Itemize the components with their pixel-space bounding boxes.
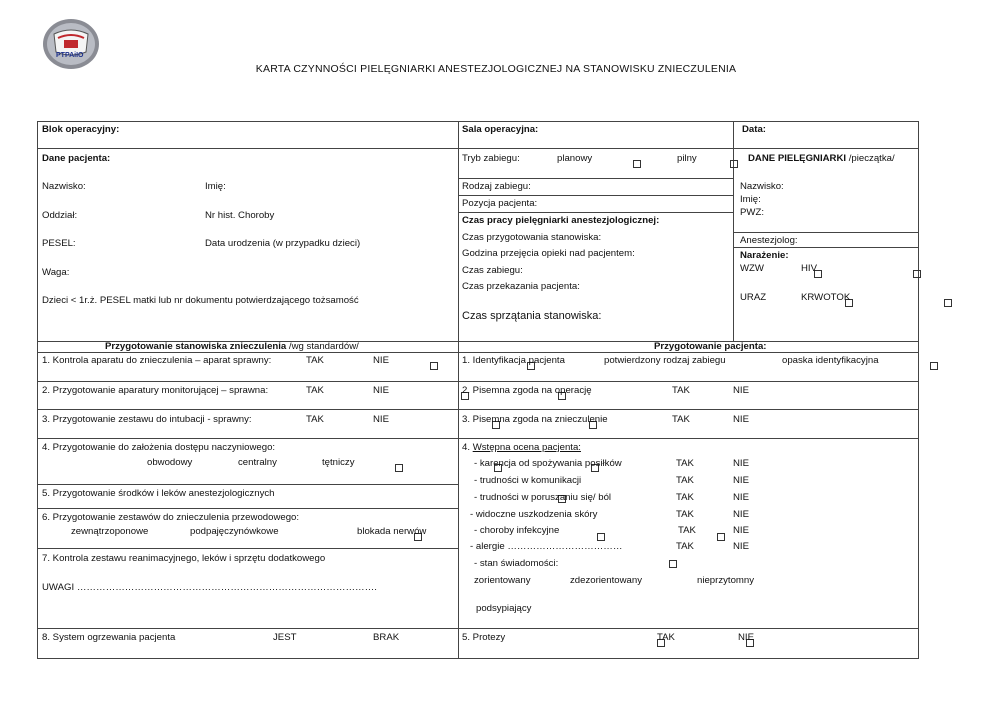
nurse-heading: DANE PIELĘGNIARKI /pieczątka/ (748, 153, 895, 164)
imie-label: Imię: (205, 181, 226, 192)
brak-label: BRAK (373, 632, 400, 643)
rodzaj-label: Rodzaj zabiegu: (462, 181, 531, 192)
tak-label: TAK (672, 385, 690, 396)
swiadomosc-label: - stan świadomości: (474, 558, 559, 569)
podsypiajacy-label: podsypiający (476, 603, 532, 614)
zdezorientowany-label: zdezorientowany (570, 575, 642, 586)
tak-label: TAK (676, 475, 694, 486)
potwierdzony-label: potwierdzony rodzaj zabiegu (604, 355, 726, 366)
jest-label: JEST (273, 632, 297, 643)
right-item-3: 3. Pisemna zgoda na znieczulenie (462, 414, 608, 425)
krwotok-label: KRWOTOK (801, 292, 851, 303)
left-item-7: 7. Kontrola zestawu reanimacyjnego, leków i sprzętu dodatkowego (42, 553, 326, 564)
centralny-label: centralny (238, 457, 277, 468)
left-section-heading: Przygotowanie stanowiska znieczulenia /wg standardów/ (105, 341, 359, 352)
tak-label: TAK (676, 509, 694, 520)
zorientowany-label: zorientowany (474, 575, 531, 586)
nurse-nazwisko-label: Nazwisko: (740, 181, 784, 192)
krwotok-checkbox[interactable] (944, 299, 952, 307)
czas-pracy-label: Czas pracy pielęgniarki anestezjologicznej: (462, 215, 660, 226)
czas-przek-label: Czas przekazania pacjenta: (462, 281, 580, 292)
planowy-label: planowy (557, 153, 593, 164)
left-item-6: 6. Przygotowanie zestawów do znieczulenia przewodowego: (42, 512, 300, 523)
patient-heading: Dane pacjenta: (42, 153, 111, 164)
uraz-label: URAZ (740, 292, 767, 303)
anestezjolog-label: Anestezjolog: (740, 235, 798, 246)
skory-label: - widoczne uszkodzenia skóry (470, 509, 598, 520)
oddzial-label: Oddział: (42, 210, 78, 221)
left-item-4: 4. Przygotowanie do założenia dostępu naczyniowego: (42, 442, 276, 453)
hiv-checkbox[interactable] (913, 270, 921, 278)
nie-label: NIE (373, 355, 389, 366)
nr-hist-label: Nr hist. Choroby (205, 210, 275, 221)
uwagi-line[interactable]: UWAGI …………………………………………………………………………………. (42, 582, 377, 593)
left-item-8: 8. System ogrzewania pacjenta (42, 632, 176, 643)
blok-label: Blok operacyjny: (42, 124, 120, 135)
pesel-label: PESEL: (42, 238, 76, 249)
left-item-1: 1. Kontrola aparatu do znieczulenia – aparat sprawny: (42, 355, 272, 366)
tak-label: TAK (657, 632, 675, 643)
left-item-3: 3. Przygotowanie zestawu do intubacji - sprawny: (42, 414, 252, 425)
tak-label: TAK (676, 458, 694, 469)
tetniczy-label: tętniczy (322, 457, 355, 468)
planowy-checkbox[interactable] (633, 160, 641, 168)
poruszaniu-label: - trudności w poruszaniu się/ ból (474, 492, 612, 503)
obwodowy-checkbox[interactable] (395, 464, 403, 472)
podpajecz-checkbox[interactable] (597, 533, 605, 541)
blokada-label: blokada nerwów (357, 526, 427, 537)
czas-sprz-label: Czas sprzątania stanowiska: (462, 310, 602, 322)
nie-label: NIE (733, 475, 749, 486)
tak-label: TAK (676, 541, 694, 552)
tak-label: TAK (306, 385, 324, 396)
tak-label: TAK (678, 525, 696, 536)
item7-checkbox[interactable] (669, 560, 677, 568)
pilny-checkbox[interactable] (730, 160, 738, 168)
nie-label: NIE (738, 632, 754, 643)
tak-label: TAK (306, 355, 324, 366)
narazenie-label: Narażenie: (740, 250, 789, 261)
right-section-heading: Przygotowanie pacjenta: (654, 341, 767, 352)
right-item-2: 2. Pisemna zgoda na operację (462, 385, 592, 396)
pilny-label: pilny (677, 153, 697, 164)
tak-label: TAK (676, 492, 694, 503)
left-item-5: 5. Przygotowanie środków i leków anestezjologicznych (42, 488, 275, 499)
infekcyjne-label: - choroby infekcyjne (474, 525, 560, 536)
nieprzytomny-label: nieprzytomny (697, 575, 755, 586)
nie-label: NIE (373, 414, 389, 425)
item1-tak-checkbox[interactable] (430, 362, 438, 370)
right-item-1: 1. Identyfikacja pacjenta (462, 355, 565, 366)
alergie-label: - alergie ……………………………… (470, 541, 623, 552)
komunikacji-label: - trudności w komunikacji (474, 475, 582, 486)
czas-przyg-label: Czas przygotowania stanowiska: (462, 232, 602, 243)
nie-label: NIE (733, 385, 749, 396)
page-title: KARTA CZYNNOŚCI PIELĘGNIARKI ANESTEZJOLOGICZNEJ NA STANOWISKU ZNIECZULENIA (255, 63, 737, 75)
right-item-5: 5. Protezy (462, 632, 506, 643)
right-item-4: 4. Wstępna ocena pacjenta: (462, 442, 581, 453)
identyfikacja-checkbox[interactable] (930, 362, 938, 370)
nurse-imie-label: Imię: (740, 194, 761, 205)
nie-label: NIE (373, 385, 389, 396)
nie-label: NIE (733, 541, 749, 552)
tak-label: TAK (306, 414, 324, 425)
nazwisko-label: Nazwisko: (42, 181, 86, 192)
nurse-pwz-label: PWZ: (740, 207, 764, 218)
podpajecz-label: podpajęczynówkowe (190, 526, 279, 537)
wzw-label: WZW (740, 263, 764, 274)
zewnatrz-label: zewnątrzoponowe (71, 526, 149, 537)
opaska-label: opaska identyfikacyjna (782, 355, 879, 366)
nie-label: NIE (733, 414, 749, 425)
tak-label: TAK (672, 414, 690, 425)
waga-label: Waga: (42, 267, 70, 278)
blokada-checkbox[interactable] (717, 533, 725, 541)
obwodowy-label: obwodowy (147, 457, 193, 468)
nie-label: NIE (733, 509, 749, 520)
data-ur-label: Data urodzenia (w przypadku dzieci) (205, 238, 361, 249)
czas-zabiegu-label: Czas zabiegu: (462, 265, 523, 276)
tryb-label: Tryb zabiegu: (462, 153, 520, 164)
left-item-2: 2. Przygotowanie aparatury monitorującej – sprawna: (42, 385, 269, 396)
dzieci-label: Dzieci < 1r.ż. PESEL matki lub nr dokumentu potwierdzającego tożsamość (42, 295, 359, 306)
hiv-label: HIV (801, 263, 817, 274)
logo-text: PTPAiIO (56, 52, 84, 59)
nie-label: NIE (733, 525, 749, 536)
nie-label: NIE (733, 492, 749, 503)
godzina-label: Godzina przejęcia opieki nad pacjentem: (462, 248, 635, 259)
pozycja-label: Pozycja pacjenta: (462, 198, 538, 209)
data-label: Data: (742, 124, 766, 135)
sala-label: Sala operacyjna: (462, 124, 539, 135)
nie-label: NIE (733, 458, 749, 469)
karencja-label: - karencja od spożywania posiłków (474, 458, 622, 469)
